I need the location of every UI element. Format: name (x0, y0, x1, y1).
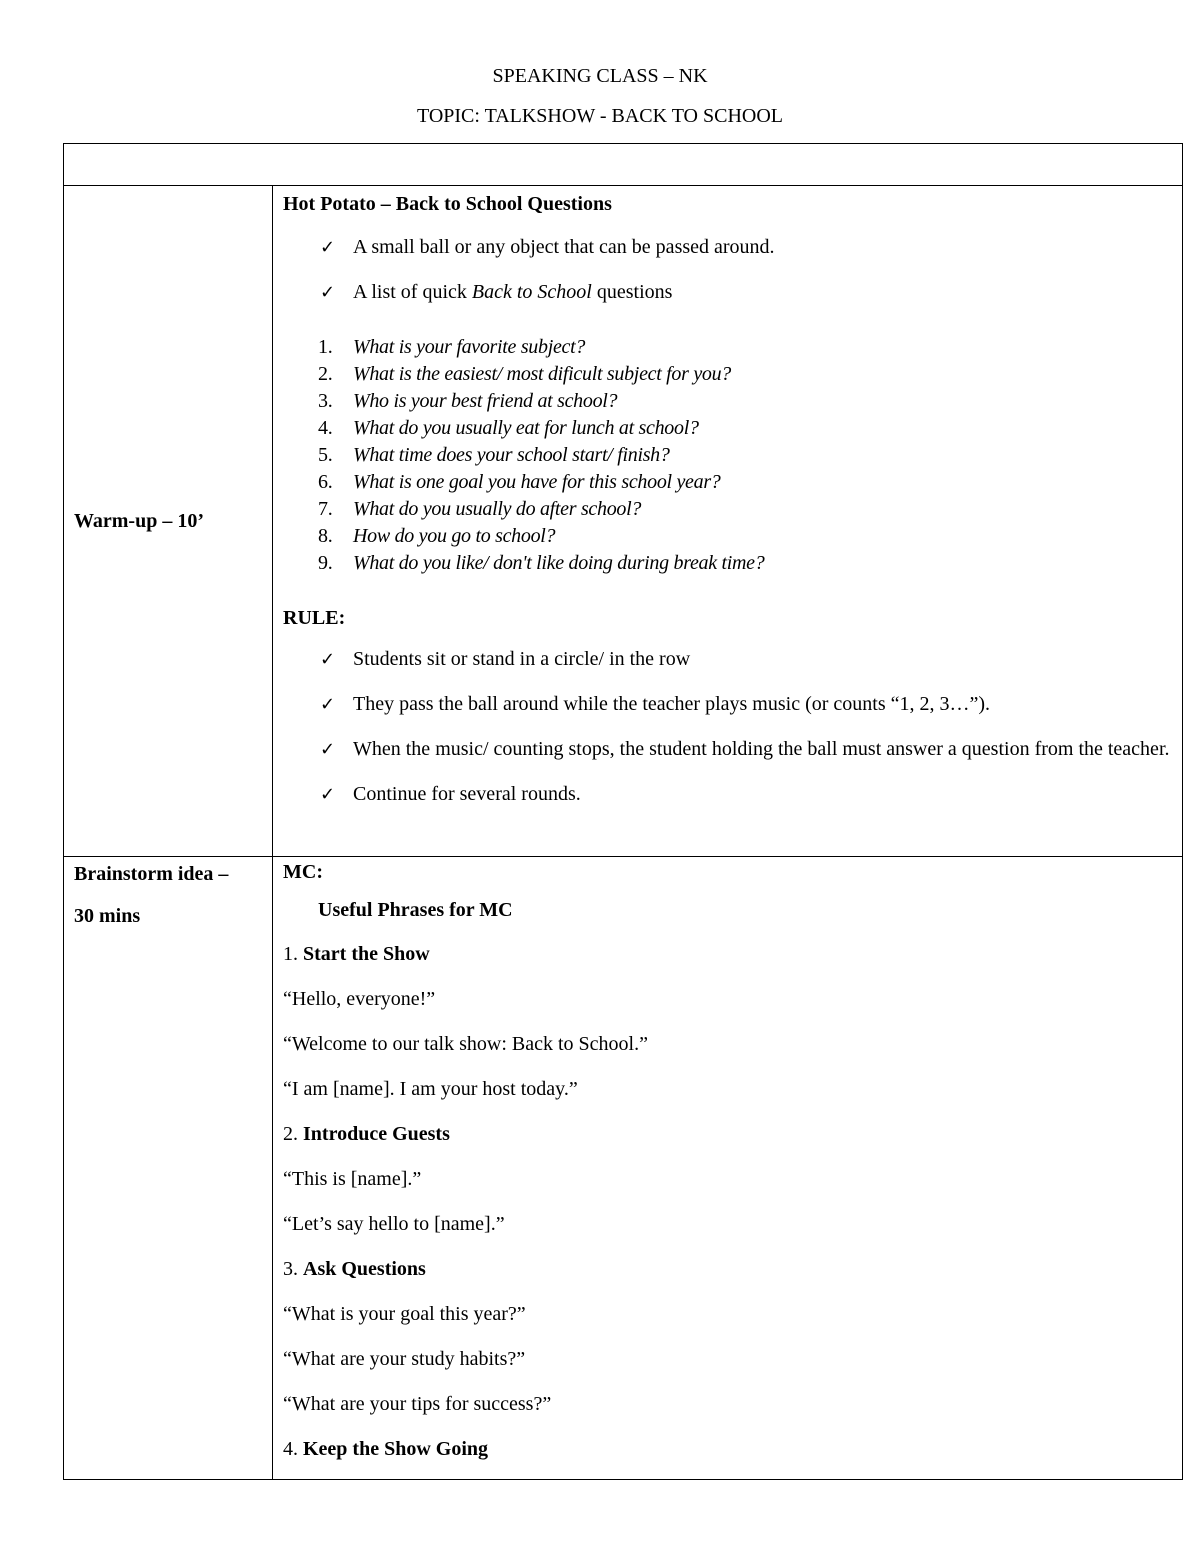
phrase-line: “Welcome to our talk show: Back to School.” (283, 1033, 648, 1055)
table-row-warmup (64, 186, 1183, 857)
section-title: 1. Start the Show (283, 943, 430, 965)
list-item: 3. Who is your best friend at school? (318, 390, 618, 412)
question-list (283, 334, 1174, 577)
table-row-brainstorm (64, 857, 1183, 1480)
material-text-post: questions (591, 281, 673, 303)
brainstorm-content (273, 857, 1183, 1480)
check-icon: ✓ (320, 694, 336, 715)
phrase-line: “Hello, everyone!” (283, 988, 436, 1010)
list-item: 6. What is one goal you have for this school year? (318, 471, 721, 493)
phrases-heading: Useful Phrases for MC (318, 899, 513, 921)
warmup-heading: Hot Potato – Back to School Questions (283, 193, 612, 215)
warmup-label: Warm-up – 10’ (64, 186, 273, 857)
material-item (283, 233, 1174, 262)
phrase-line: “What is your goal this year?” (283, 1303, 526, 1325)
list-item: 1. What is your favorite subject? (318, 336, 586, 358)
check-icon: ✓ (320, 739, 336, 760)
rule-item: ✓ Continue for several rounds. (283, 780, 1174, 809)
phrase-line: “I am [name]. I am your host today.” (283, 1078, 578, 1100)
material-text: A small ball or any object that can be passed around. (353, 236, 775, 258)
material-item (283, 278, 1174, 307)
list-item: 2. What is the easiest/ most dificult subject for you? (318, 363, 731, 385)
rule-item: ✓ They pass the ball around while the teacher plays music (or counts “1, 2, 3…”). (283, 690, 1174, 719)
check-icon: ✓ (320, 237, 336, 258)
table-header-row (64, 144, 1183, 186)
document-title: SPEAKING CLASS – NK (492, 65, 708, 87)
check-icon: ✓ (320, 282, 336, 303)
phrase-line: “This is [name].” (283, 1168, 422, 1190)
list-item: 7. What do you usually do after school? (318, 498, 642, 520)
material-text-em: Back to School (471, 281, 592, 303)
phrase-line: “What are your tips for success?” (283, 1393, 552, 1415)
material-text-pre: A list of quick (353, 281, 472, 303)
document-topic: TOPIC: TALKSHOW - BACK TO SCHOOL (416, 105, 784, 127)
check-icon: ✓ (320, 649, 336, 670)
list-item: 9. What do you like/ don't like doing during break time? (318, 552, 765, 574)
mc-label: MC: (283, 861, 323, 883)
rule-item: ✓ When the music/ counting stops, the student holding the ball must answer a question from the teacher. (283, 735, 1174, 764)
list-item: 8. How do you go to school? (318, 525, 556, 547)
section-title: 2. Introduce Guests (283, 1123, 450, 1145)
list-item: 5. What time does your school start/ finish? (318, 444, 670, 466)
lesson-plan-table (63, 143, 1183, 1480)
phrase-line: “What are your study habits?” (283, 1348, 526, 1370)
section-title: 4. Keep the Show Going (283, 1438, 489, 1460)
check-icon: ✓ (320, 784, 336, 805)
section-title: 3. Ask Questions (283, 1258, 426, 1280)
rule-heading: RULE: (283, 607, 346, 629)
brainstorm-label: Brainstorm idea – 30 mins (64, 857, 273, 1480)
rule-item: ✓ Students sit or stand in a circle/ in the row (283, 645, 1174, 674)
list-item: 4. What do you usually eat for lunch at school? (318, 417, 699, 439)
empty-header-cell (64, 144, 1183, 186)
phrase-line: “Let’s say hello to [name].” (283, 1213, 505, 1235)
warmup-content (273, 186, 1183, 857)
